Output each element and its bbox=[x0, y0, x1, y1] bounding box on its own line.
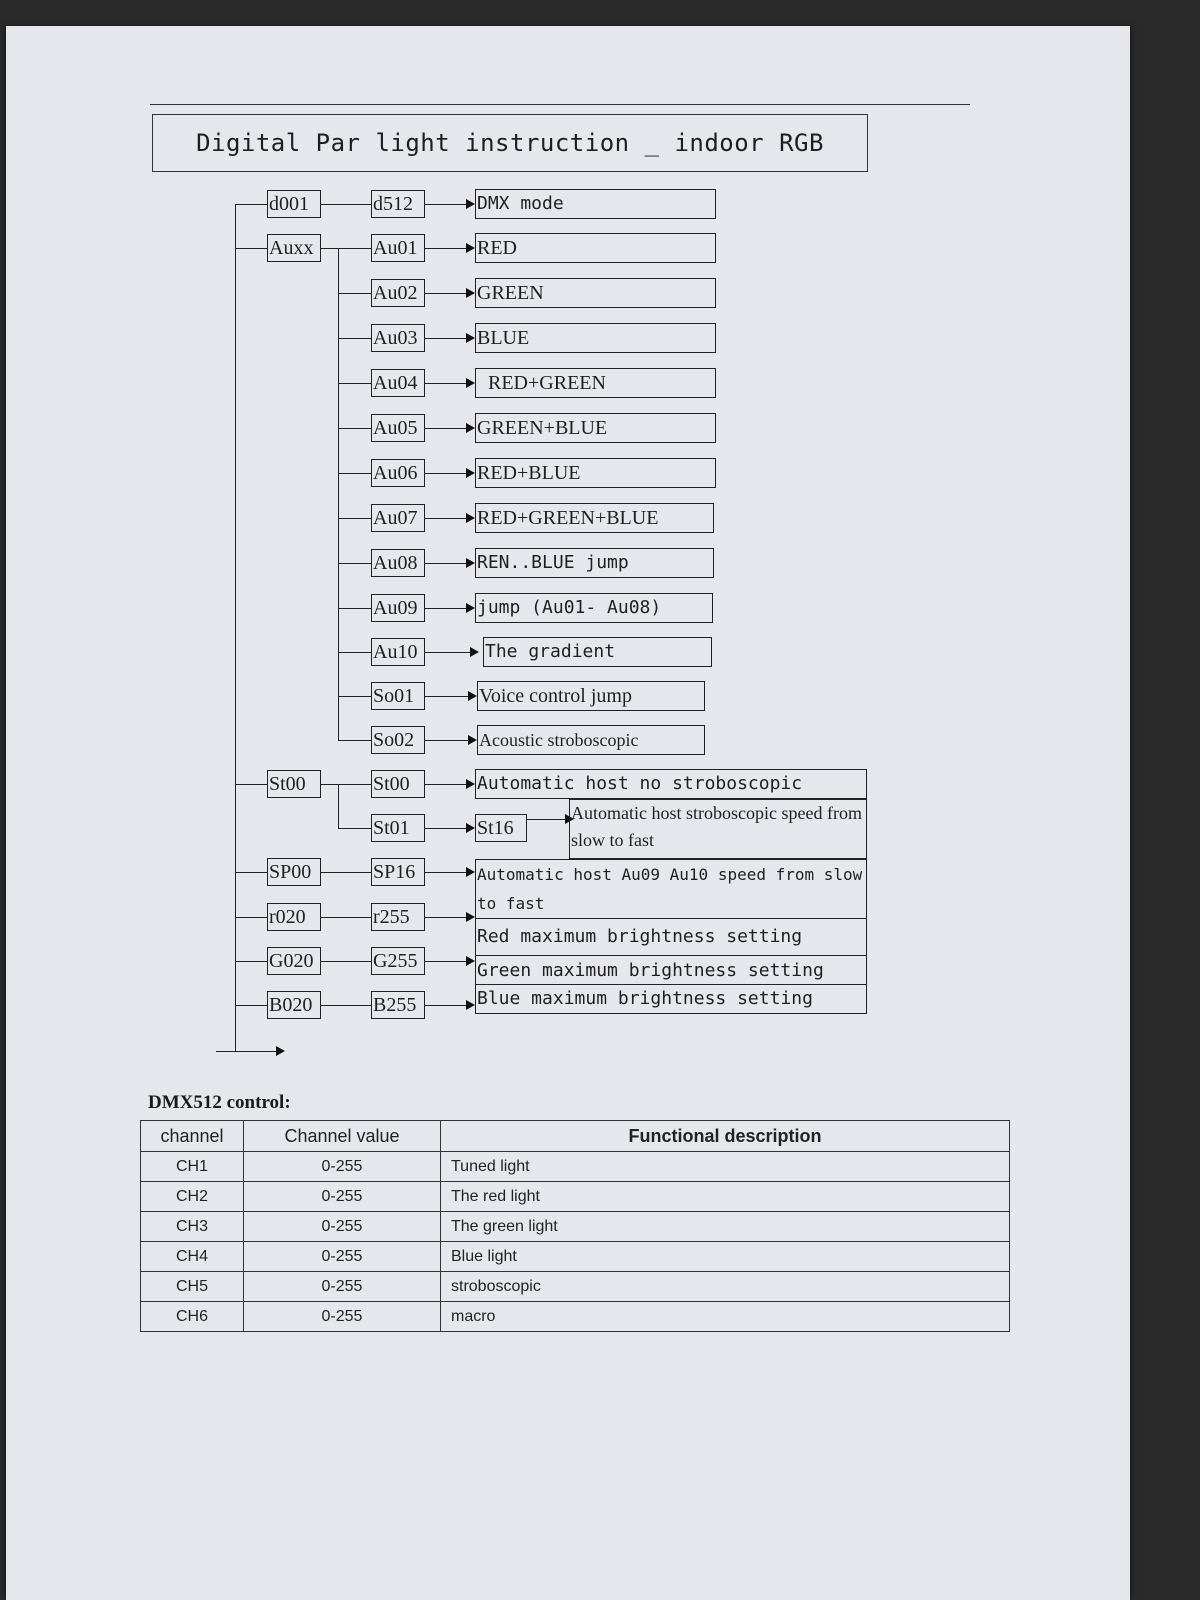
connector bbox=[321, 1005, 371, 1006]
connector bbox=[338, 428, 371, 429]
cell-description: The red light bbox=[441, 1182, 1010, 1212]
desc-au09: jump (Au01- Au08) bbox=[475, 593, 713, 623]
code-r020: r020 bbox=[267, 903, 321, 931]
connector bbox=[321, 248, 371, 249]
cell-channel: CH3 bbox=[141, 1212, 244, 1242]
connector bbox=[338, 652, 371, 653]
desc-dmx-mode: DMX mode bbox=[475, 189, 716, 219]
table-row bbox=[141, 1212, 1010, 1242]
desc-au07: RED+GREEN+BLUE bbox=[475, 503, 714, 533]
desc-au04: RED+GREEN bbox=[475, 368, 716, 398]
code-auxx: Auxx bbox=[267, 234, 321, 262]
code-au05: Au05 bbox=[371, 414, 425, 442]
connector bbox=[321, 872, 371, 873]
connector bbox=[235, 872, 267, 873]
connector bbox=[338, 740, 371, 741]
arrow-icon bbox=[466, 779, 475, 789]
code-au03: Au03 bbox=[371, 324, 425, 352]
connector bbox=[338, 518, 371, 519]
code-au01: Au01 bbox=[371, 234, 425, 262]
st-branch-line bbox=[338, 784, 339, 828]
connector bbox=[338, 293, 371, 294]
code-b020: B020 bbox=[267, 991, 321, 1019]
desc-au10: The gradient bbox=[483, 637, 712, 667]
code-so02: So02 bbox=[371, 726, 425, 754]
desc-so02: Acoustic stroboscopic bbox=[477, 725, 705, 755]
connector bbox=[235, 1005, 267, 1006]
arrow-icon bbox=[466, 333, 475, 343]
table-row bbox=[141, 1272, 1010, 1302]
main-trunk-line bbox=[235, 204, 236, 1052]
desc-au02: GREEN bbox=[475, 278, 716, 308]
cell-channel: CH4 bbox=[141, 1242, 244, 1272]
cell-value: 0-255 bbox=[244, 1152, 441, 1182]
connector bbox=[338, 696, 371, 697]
arrow-icon bbox=[466, 558, 475, 568]
cell-description: stroboscopic bbox=[441, 1272, 1010, 1302]
connector bbox=[425, 652, 473, 653]
cell-channel: CH1 bbox=[141, 1152, 244, 1182]
cell-description: macro bbox=[441, 1302, 1010, 1332]
connector bbox=[338, 383, 371, 384]
auxx-branch-line bbox=[338, 248, 339, 740]
desc-so01: Voice control jump bbox=[477, 681, 705, 711]
arrow-icon bbox=[466, 603, 475, 613]
connector bbox=[321, 917, 371, 918]
cell-value: 0-255 bbox=[244, 1182, 441, 1212]
connector bbox=[321, 784, 371, 785]
connector bbox=[235, 784, 267, 785]
table-row bbox=[141, 1302, 1010, 1332]
cell-description: Tuned light bbox=[441, 1152, 1010, 1182]
arrow-icon bbox=[468, 691, 477, 701]
code-st00: St00 bbox=[371, 770, 425, 798]
header-functional-description: Functional description bbox=[441, 1121, 1010, 1152]
code-d512: d512 bbox=[371, 190, 425, 218]
code-sp16: SP16 bbox=[371, 858, 425, 886]
arrow-icon bbox=[466, 956, 475, 966]
connector bbox=[235, 204, 267, 205]
code-au04: Au04 bbox=[371, 369, 425, 397]
code-st16: St16 bbox=[475, 814, 527, 842]
trunk-exit-line bbox=[216, 1051, 276, 1052]
desc-au01: RED bbox=[475, 233, 716, 263]
arrow-icon bbox=[466, 513, 475, 523]
cell-description: Blue light bbox=[441, 1242, 1010, 1272]
arrow-icon bbox=[466, 823, 475, 833]
cell-channel: CH6 bbox=[141, 1302, 244, 1332]
cell-channel: CH2 bbox=[141, 1182, 244, 1212]
code-r255: r255 bbox=[371, 903, 425, 931]
code-au10: Au10 bbox=[371, 638, 425, 666]
connector bbox=[338, 828, 371, 829]
cell-value: 0-255 bbox=[244, 1272, 441, 1302]
dmx-heading: DMX512 control: bbox=[148, 1092, 291, 1113]
code-sp00: SP00 bbox=[267, 858, 321, 886]
cell-description: The green light bbox=[441, 1212, 1010, 1242]
arrow-icon bbox=[466, 199, 475, 209]
table-header-row bbox=[141, 1121, 1010, 1152]
arrow-icon bbox=[466, 867, 475, 877]
connector bbox=[321, 204, 371, 205]
cell-value: 0-255 bbox=[244, 1212, 441, 1242]
arrow-icon bbox=[466, 288, 475, 298]
header-channel-value: Channel value bbox=[244, 1121, 441, 1152]
table-row bbox=[141, 1152, 1010, 1182]
document-title: Digital Par light instruction _ indoor RGB bbox=[152, 114, 868, 172]
arrow-icon bbox=[466, 468, 475, 478]
code-g255: G255 bbox=[371, 947, 425, 975]
connector bbox=[321, 961, 371, 962]
cell-channel: CH5 bbox=[141, 1272, 244, 1302]
arrow-icon bbox=[470, 647, 479, 657]
connector bbox=[338, 563, 371, 564]
desc-g255: Green maximum brightness setting bbox=[475, 955, 867, 985]
trunk-exit-arrow bbox=[276, 1046, 285, 1056]
code-st00-main: St00 bbox=[267, 770, 321, 798]
desc-st00: Automatic host no stroboscopic bbox=[475, 769, 867, 799]
code-so01: So01 bbox=[371, 682, 425, 710]
code-au02: Au02 bbox=[371, 279, 425, 307]
connector bbox=[527, 819, 569, 820]
top-rule bbox=[150, 104, 970, 105]
desc-au05: GREEN+BLUE bbox=[475, 413, 716, 443]
connector bbox=[235, 917, 267, 918]
desc-au08: REN..BLUE jump bbox=[475, 548, 714, 578]
header-channel: channel bbox=[141, 1121, 244, 1152]
desc-sp16: Automatic host Au09 Au10 speed from slow to fast bbox=[475, 859, 867, 919]
table-row bbox=[141, 1182, 1010, 1212]
connector bbox=[338, 608, 371, 609]
desc-b255: Blue maximum brightness setting bbox=[475, 984, 867, 1014]
arrow-icon bbox=[466, 1000, 475, 1010]
arrow-icon bbox=[466, 912, 475, 922]
code-st01: St01 bbox=[371, 814, 425, 842]
code-d001: d001 bbox=[267, 190, 321, 218]
code-au06: Au06 bbox=[371, 459, 425, 487]
code-g020: G020 bbox=[267, 947, 321, 975]
arrow-icon bbox=[468, 735, 477, 745]
code-au07: Au07 bbox=[371, 504, 425, 532]
arrow-icon bbox=[466, 243, 475, 253]
connector bbox=[338, 473, 371, 474]
cell-value: 0-255 bbox=[244, 1242, 441, 1272]
table-row bbox=[141, 1242, 1010, 1272]
desc-r255: Red maximum brightness setting bbox=[475, 918, 867, 956]
desc-au06: RED+BLUE bbox=[475, 458, 716, 488]
connector bbox=[338, 338, 371, 339]
desc-au03: BLUE bbox=[475, 323, 716, 353]
dmx-channel-table bbox=[140, 1120, 1010, 1332]
arrow-icon bbox=[466, 423, 475, 433]
code-b255: B255 bbox=[371, 991, 425, 1019]
connector bbox=[235, 248, 267, 249]
connector bbox=[235, 961, 267, 962]
desc-st16: Automatic host stroboscopic speed from slow to fast bbox=[569, 799, 867, 859]
code-au09: Au09 bbox=[371, 594, 425, 622]
cell-value: 0-255 bbox=[244, 1302, 441, 1332]
code-au08: Au08 bbox=[371, 549, 425, 577]
arrow-icon bbox=[466, 378, 475, 388]
